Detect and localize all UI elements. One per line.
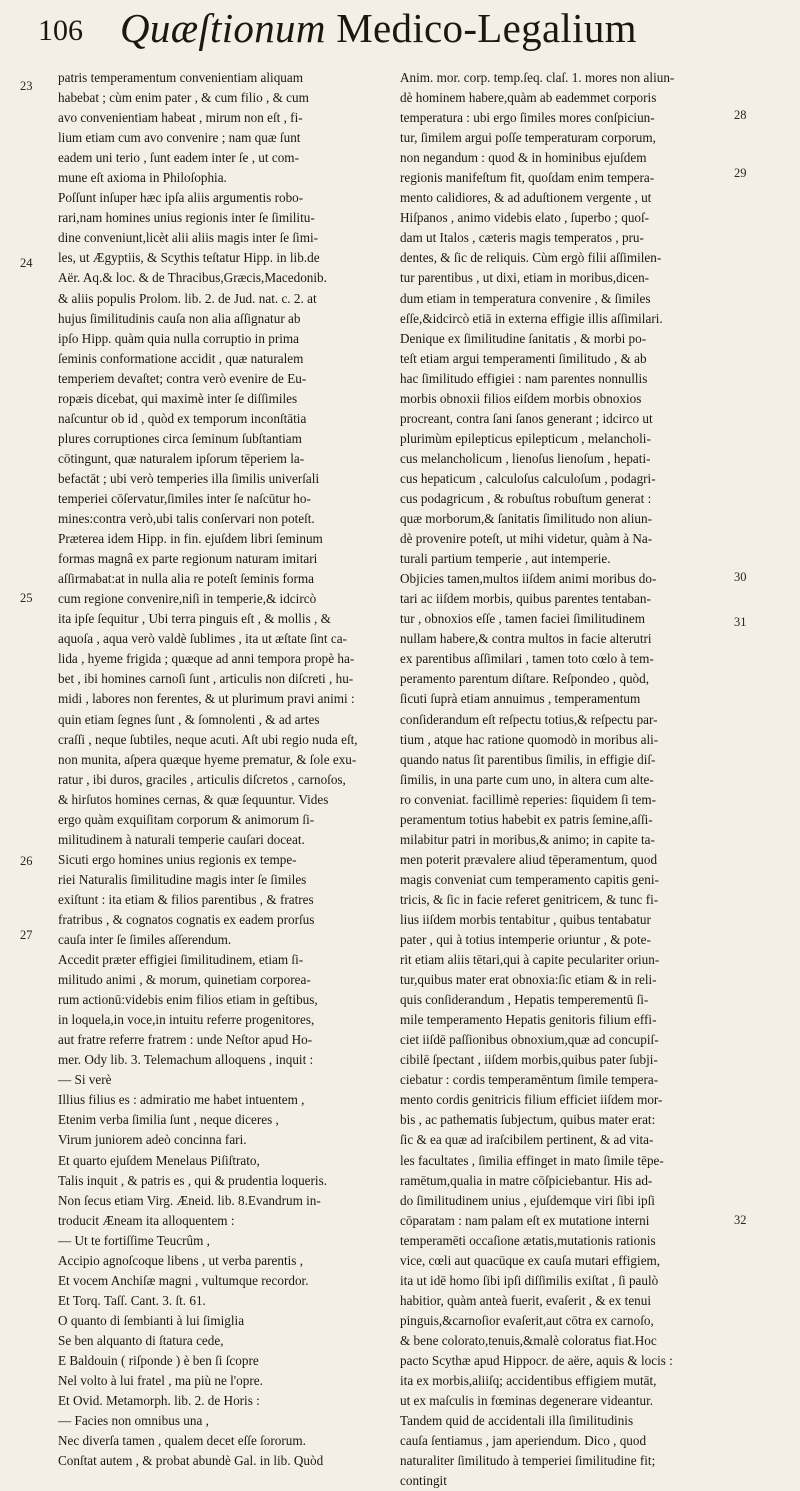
margin-number: 29 [734, 166, 747, 180]
text-line: quæ morborum,& ſanitatis ſimilitudo non aliun- [400, 511, 653, 527]
text-line: militudinem à naturali temperie cauſari doceat. [58, 831, 305, 847]
text-line: bis , ac pathematis ſubjectum, quibus mater erat: [400, 1112, 656, 1128]
text-line: Nec diverſa tamen , qualem decet eſſe ſororum. [58, 1433, 306, 1449]
text-line: Et Ovid. Metamorph. lib. 2. de Horis : [58, 1393, 260, 1409]
text-line: Et vocem Anchiſæ magni , vultumque recordor. [58, 1272, 309, 1288]
margin-number: 24 [20, 256, 33, 270]
text-line: mile temperamento Hepatis genitoris filium effi- [400, 1012, 657, 1028]
text-line: tari ac iiſdem morbis, quibus parentes tentaban- [400, 591, 651, 607]
text-line: dine conveniunt,licèt alii aliis magis inter ſe ſimi- [58, 230, 319, 246]
text-line: les, ut Ægyptiis, & Scythis teſtatur Hipp. in lib.de [58, 250, 320, 266]
text-line: temperiem devaſtet; contra verò evenire de Eu- [58, 370, 307, 386]
text-line: mer. Ody lib. 3. Telemachum alloquens , inquit : [58, 1052, 314, 1068]
text-line: les facultates , ſimilia effinget in mato ſimile tēpe- [400, 1152, 664, 1168]
text-line: — Facies non omnibus una , [58, 1413, 209, 1429]
text-line: milabitur patri in moribus,& animo; in capite ta- [400, 831, 655, 847]
text-line: do ſimilitudinem unius , ejuſdemque viri ſibi ipſi [400, 1192, 655, 1208]
text-line: temperamēti occaſione ætatis,mutationis rationis [400, 1232, 656, 1248]
text-line: men poterit prævalere aliud tēperamentum, quod [400, 851, 658, 867]
text-line: Præterea idem Hipp. in fin. ejuſdem libri ſeminum [58, 531, 323, 547]
text-line: temperatura : ubi ergo ſimiles mores conſpiciun- [400, 110, 655, 126]
text-line: Illius filius es : admiratio me habet intuentem , [58, 1092, 305, 1108]
text-line: ſimilis, in una parte cum uno, in altera cum alte- [400, 771, 654, 787]
text-line: naturaliter ſimilitudo à temperiei ſimilitudine fit; [400, 1453, 656, 1469]
text-line: tur, ſimilem argui poſſe temperaturam corporum, [400, 130, 656, 146]
text-line: nullam habere,& contra multos in facie alterutri [400, 631, 652, 647]
text-line: ita ipſe ſequitur , Ubi terra pinguis eſt , & mollis , & [58, 611, 331, 627]
text-line: hujus ſimilitudinis cauſa non alia aſſignatur ab [58, 310, 301, 326]
text-line: tium , atque hac ratione quomodò in moribus ali- [400, 731, 659, 747]
text-line: Et quarto ejuſdem Menelaus Piſiſtrato, [58, 1152, 260, 1168]
text-line: mento calidiores, & ad aduſtionem vergente , ut [400, 190, 652, 206]
text-line: craſſi , neque ſubtiles, neque acuti. Aſt ubi regio nuda eſt, [58, 731, 358, 747]
text-line: non munita, aſpera quæque hyeme prematur, & ſole exu- [58, 751, 357, 767]
text-line: ita ut idē homo ſibi ipſi diſſimilis exiſtat , ſi paulò [400, 1272, 659, 1288]
text-line: ex parentibus aſſimilari , tamen toto cœlo à tem- [400, 651, 654, 667]
text-line: bet , ibi homines carnoſi ſunt , articulis non diſcreti , hu- [58, 671, 354, 687]
text-line: ropæis dicebat, qui maximè inter ſe diſſimiles [58, 390, 298, 406]
text-line: hac ſimilitudo effigiei : nam parentes nonnullis [400, 370, 648, 386]
text-line: lida , hyeme frigida ; quæque ad anni tempora propè ha- [58, 651, 355, 667]
text-line: dè provenire poteſt, ut mihi videtur, quàm à Na- [400, 531, 653, 547]
text-line: cus hepaticum , calculoſus calculoſum , podagri- [400, 470, 656, 486]
text-line: tur parentibus , ut dixi, etiam in moribus,dicen- [400, 270, 650, 286]
text-line: Accedit præter effigiei ſimilitudinem, etiam ſi- [58, 952, 304, 968]
text-line: naſcuntur ob id , quòd ex temporum inconſtātia [58, 410, 307, 426]
text-line: quin etiam ſegnes ſunt , & ſomnolenti , & ad artes [58, 711, 320, 727]
text-line: aquoſa , aqua verò valdè ſublimes , ita ut æſtate ſint ca- [58, 631, 347, 647]
text-line: ciet iiſdē paſſionibus obnoxium,quæ ad concupiſ- [400, 1032, 659, 1048]
text-line: eadem uni terio , ſunt eadem inter ſe , ut com- [58, 150, 299, 166]
text-line: lium etiam cum avo convenire ; nam quæ ſunt [58, 130, 301, 146]
text-line: Aër. Aq.& loc. & de Thracibus,Græcis,Macedonib. [58, 270, 327, 286]
text-line: dam ut Italos , cæteris magis temperatos , pru- [400, 230, 644, 246]
text-line: tricis, & ſic in facie referet genitricem, & tunc fi- [400, 891, 659, 907]
text-line: ramētum,qualia in matre cōſpiciebantur. His ad- [400, 1172, 653, 1188]
text-line: Accipio agnoſcoque libens , ut verba parentis , [58, 1252, 303, 1268]
text-line: — Ut te fortiſſime Teucrûm , [58, 1232, 210, 1248]
text-line: militudo animi , & morum, quinetiam corporea- [58, 972, 311, 988]
text-line: ſicuti ſuprà etiam annuimus , temperamentum [400, 691, 641, 707]
text-line: Et Torq. Taſſ. Cant. 3. ſt. 61. [58, 1292, 206, 1308]
page-header [38, 2, 768, 58]
text-line: pater , qui à totius intemperie oriuntur , & pote- [400, 932, 651, 948]
text-line: ita ex morbis,aliiſq; accidentibus effigiem mutāt, [400, 1373, 657, 1389]
text-line: temperiei cōſervatur,ſimiles inter ſe naſcūtur ho- [58, 490, 311, 506]
text-line: aſſirmabat:at in nulla alia re poteſt ſeminis forma [58, 571, 314, 587]
margin-number: 32 [734, 1213, 747, 1227]
text-line: Objicies tamen,multos iiſdem animi moribus do- [400, 571, 657, 587]
text-line: ipſo Hipp. quàm quia nulla corruptio in prima [58, 330, 299, 346]
text-line: Se ben alquanto di ſtatura cede, [58, 1332, 224, 1348]
running-head-part-b: Medico-Legalium [325, 5, 637, 51]
text-line: procreant, contra ſani ſanos generant ; idcirco ut [400, 410, 653, 426]
text-line: lius iiſdem morbis tentabitur , quibus tentabatur [400, 911, 651, 927]
text-line: Denique ex ſimilitudine ſanitatis , & morbi po- [400, 330, 647, 346]
text-line: Anim. mor. corp. temp.ſeq. claſ. 1. mores non aliun- [400, 70, 675, 85]
text-line: ſic & ea quæ ad iraſcibilem pertinent, & ad vita- [400, 1132, 654, 1148]
text-line: ergo quàm exquiſitam corporum & animorum ſi- [58, 811, 315, 827]
text-line: ſeminis conformatione accidit , quæ naturalem [58, 350, 304, 366]
text-line: quis conſiderandum , Hepatis temperementū ſi- [400, 992, 649, 1008]
text-line: troducit Æneam ita alloquentem : [58, 1212, 235, 1228]
text-line: tur , obnoxios eſſe , tamen faciei ſimilitudinem [400, 611, 646, 627]
text-line: exiſtunt : ita etiam & filios parentibus , & fratres [58, 891, 314, 907]
text-line: mines:contra verò,ubi talis conſervari non poteſt. [58, 511, 315, 527]
text-line: ratur , ibi duros, graciles , articulis diſcretos , carnoſos, [58, 771, 346, 787]
text-line: mento cordis genitricis filium efficiet iiſdem mor- [400, 1092, 663, 1108]
text-line: pinguis,&carnoſior evaſerit,aut cōtra ex carnoſo, [400, 1312, 654, 1328]
text-line: cus podagricum , & robuſtus robuſtum generat : [400, 490, 652, 506]
text-line: cōparatam : nam palam eſt ex mutatione interni [400, 1212, 650, 1228]
text-line: cibilē ſpectant , iiſdem morbis,quibus pater ſubji- [400, 1052, 658, 1068]
text-line: eſſe,&idcircò etiā in externa effigie illis aſſimilari. [400, 310, 663, 326]
text-line: ut ex maſculis in fœminas degenerare videantur. [400, 1393, 654, 1409]
text-line: in loquela,in voce,in intuitu referre progenitores, [58, 1012, 315, 1028]
text-line: Talis inquit , & patris es , qui & prudentia loqueris. [58, 1172, 328, 1188]
text-line: aut fratre referre fratrem : unde Neſtor apud Ho- [58, 1032, 313, 1048]
text-line: O quanto di ſembianti à lui ſimiglia [58, 1312, 245, 1328]
text-line: dè hominem habere,quàm ab eademmet corporis [400, 90, 657, 106]
text-line: E Baldouin ( riſponde ) è ben ſi ſcopre [58, 1353, 259, 1368]
text-line: conſiderandum eſt reſpectu totius,& reſpectu par- [400, 711, 658, 727]
text-line: plures corruptiones circa ſeminum ſubſtantiam [58, 430, 302, 446]
text-line: Poſſunt inſuper hæc ipſa aliis argumentis robo- [58, 190, 304, 206]
text-line: Etenim verba ſimilia ſunt , neque diceres , [58, 1112, 279, 1128]
text-line: habitior, quàm anteà fuerit, evaſerit , & ex tenui [400, 1292, 652, 1308]
text-line: tur,quibus mater erat obnoxia:ſic etiam & in reli- [400, 972, 657, 988]
left-text-column [58, 68, 386, 1471]
text-line: plurimùm epilepticus epilepticum , melancholi- [400, 430, 651, 446]
text-line: mune eſt axioma in Philoſophia. [58, 170, 227, 186]
text-line: cauſa ſentiamus , jam aperiendum. Dico , quod [400, 1433, 647, 1449]
text-line: pacto Scythæ apud Hippocr. de aëre, aquis & locis : [400, 1353, 673, 1368]
margin-number: 25 [20, 591, 33, 605]
margin-number: 31 [734, 615, 747, 629]
text-line: rari,nam homines unius regionis inter ſe ſimilitu- [58, 210, 315, 226]
text-line: cus melancholicum , lienoſus lienoſum , hepati- [400, 450, 651, 466]
margin-number: 27 [20, 928, 33, 942]
text-line: Virum juniorem adeò concinna fari. [58, 1132, 247, 1148]
margin-number: 26 [20, 854, 33, 868]
text-line: & hirſutos homines cernas, & quæ ſequuntur. Vides [58, 791, 329, 807]
text-line: cauſa inter ſe ſimiles aſſerendum. [58, 932, 232, 948]
text-line: Hiſpanos , animo videbis elato , ſuperbo ; quoſ- [400, 210, 650, 226]
text-line: morbis obnoxii filios eiſdem morbis obnoxios [400, 390, 642, 406]
text-line: dum etiam in temperatura convenire , & ſimiles [400, 290, 651, 306]
text-line: rum actionū:videbis enim filios etiam in geſtibus, [58, 992, 318, 1008]
text-line: non negandum : quod & in hominibus ejuſdem [400, 150, 647, 166]
margin-number: 30 [734, 570, 747, 584]
text-line: ro conveniat. facillimè reperies: ſiquidem ſi tem- [400, 791, 656, 807]
text-line: dentes, & ſic de reliquis. Cùm ergò filii aſſimilen- [400, 250, 662, 266]
running-head-part-a: Quæſtionum [120, 5, 326, 51]
margin-number: 23 [20, 79, 33, 93]
text-line: & aliis populis Prolom. lib. 2. de Jud. nat. c. 2. at [58, 290, 317, 306]
text-line: vice, cœli aut quacūque ex cauſa mutari effigiem, [400, 1252, 661, 1268]
text-line: patris temperamentum convenientiam aliquam [58, 70, 303, 85]
page-number: 106 [38, 14, 83, 47]
running-head [120, 4, 637, 52]
text-line: Nel volto à lui fratel , ma più ne l'opre. [58, 1373, 263, 1389]
text-line: Non ſecus etiam Virg. Æneid. lib. 8.Evandrum in- [58, 1192, 321, 1208]
text-line: befactāt ; ubi verò temperies illa ſimilis univerſali [58, 470, 320, 486]
text-line: turali partium temperie , aut intemperie. [400, 551, 611, 567]
text-line: magis conveniat cum temperamento capitis geni- [400, 871, 659, 887]
text-line: & bene colorato,tenuis,&malè coloratus fiat.Hoc [400, 1332, 657, 1348]
right-text-column [400, 68, 728, 1491]
text-line: peramento parentum diſtare. Reſpondeo , quòd, [400, 671, 650, 687]
text-line: teſt etiam argui temperamenti ſimilitudo , & ab [400, 350, 647, 366]
text-line: formas magnâ ex parte regionum naturam imitari [58, 551, 318, 567]
text-line: regionis manifeſtum fit, quoſdam enim tempera- [400, 170, 655, 186]
text-line: cum regione convenire,niſi in temperie,& idcircò [58, 591, 317, 607]
text-line: — Si verè [58, 1072, 112, 1088]
text-line: midi , labores non ferentes, & ut plurimum pravi animi : [58, 691, 355, 707]
text-line: avo convenientiam habeat , mirum non eſt , fi- [58, 110, 303, 126]
text-line: riei Naturalis ſimilitudine magis inter ſe ſimiles [58, 871, 307, 887]
text-line: Conſtat autem , & probat abundè Gal. in lib. Quòd [58, 1453, 324, 1469]
text-line: contingit [400, 1473, 447, 1489]
text-line: cōtingunt, quæ naturalem ipſorum tēperiem la- [58, 450, 305, 466]
text-line: habebat ; cùm enim pater , & cum filio , & cum [58, 90, 309, 106]
text-line: rit etiam aliis tētari,qui à capite peculariter oriun- [400, 952, 660, 968]
text-line: quando natus ſit parentibus ſimilis, in effigie diſ- [400, 751, 656, 767]
text-line: Tandem quid de accidentali illa ſimilitudinis [400, 1413, 634, 1429]
text-line: ciebatur : cordis temperamēntum ſimile tempera- [400, 1072, 659, 1088]
text-line: fratribus , & cognatos cognatis ex eadem prorſus [58, 911, 315, 927]
margin-number: 28 [734, 108, 747, 122]
text-line: Sicuti ergo homines unius regionis ex tempe- [58, 851, 297, 867]
text-line: peramentum totius habebit ex patris ſemine,aſſi- [400, 811, 653, 827]
